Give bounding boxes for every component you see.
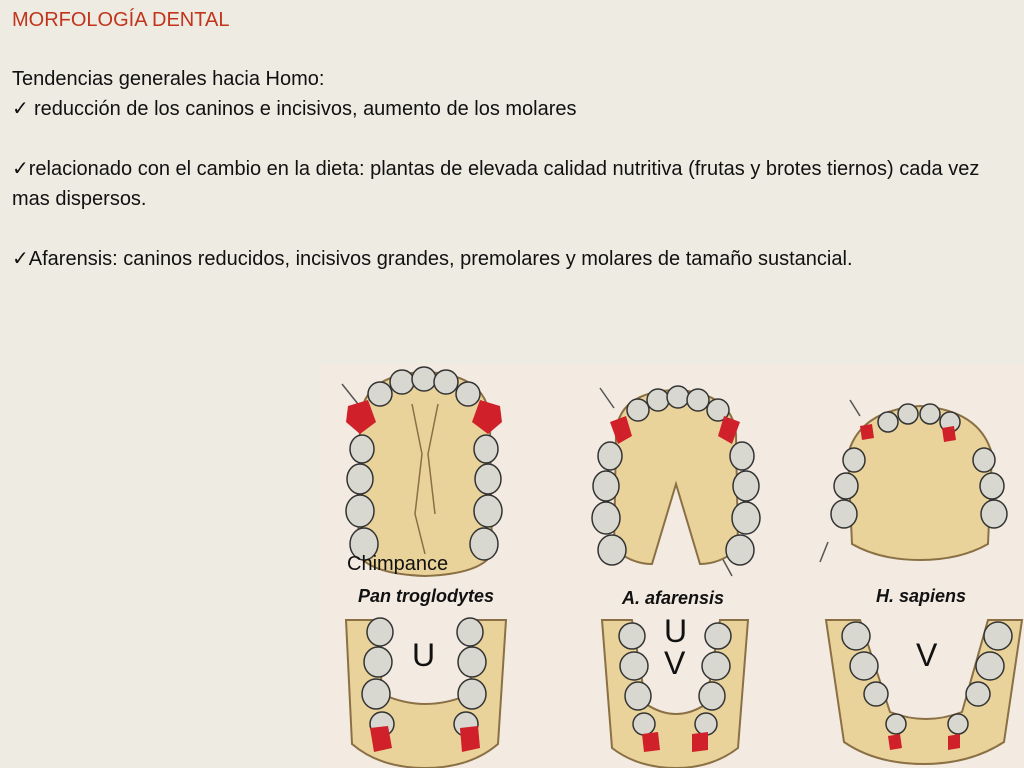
intro-line: Tendencias generales hacia Homo: xyxy=(12,68,325,90)
arch-letter-afarensis-u: U xyxy=(664,613,688,649)
bullet-2 xyxy=(12,154,1017,214)
upper-jaw-pan xyxy=(342,367,502,576)
slide-body xyxy=(12,64,1017,274)
checkmark-icon: ✓ xyxy=(12,248,29,270)
checkmark-icon: ✓ xyxy=(12,158,29,180)
species-label-afarensis: A. afarensis xyxy=(622,588,725,608)
bullet-3-text: Afarensis: caninos reducidos, incisivos grandes, premolares y molares de tamaño sustancial. xyxy=(28,248,853,270)
slide-title: MORFOLOGÍA DENTAL xyxy=(12,9,230,31)
bullet-2-text: relacionado con el cambio en la dieta: plantas de elevada calidad nutritiva (frutas y brotes tiernos) cada vez mas dispersos. xyxy=(12,158,980,210)
arch-letter-afarensis-v: V xyxy=(664,645,686,681)
checkmark-icon: ✓ xyxy=(12,98,29,120)
species-label-sapiens: H. sapiens xyxy=(876,586,967,606)
bullet-1-text: reducción de los caninos e incisivos, aumento de los molares xyxy=(34,98,577,120)
chimpance-label: Chimpance xyxy=(347,553,449,575)
bullet-3 xyxy=(12,244,1017,274)
species-label-pan: Pan troglodytes xyxy=(358,586,495,606)
arch-letter-sapiens: V xyxy=(916,637,938,673)
upper-jaw-afarensis xyxy=(592,386,760,576)
arch-letter-pan: U xyxy=(412,637,436,673)
bullet-1 xyxy=(12,94,1017,124)
upper-jaw-sapiens xyxy=(820,400,1007,562)
